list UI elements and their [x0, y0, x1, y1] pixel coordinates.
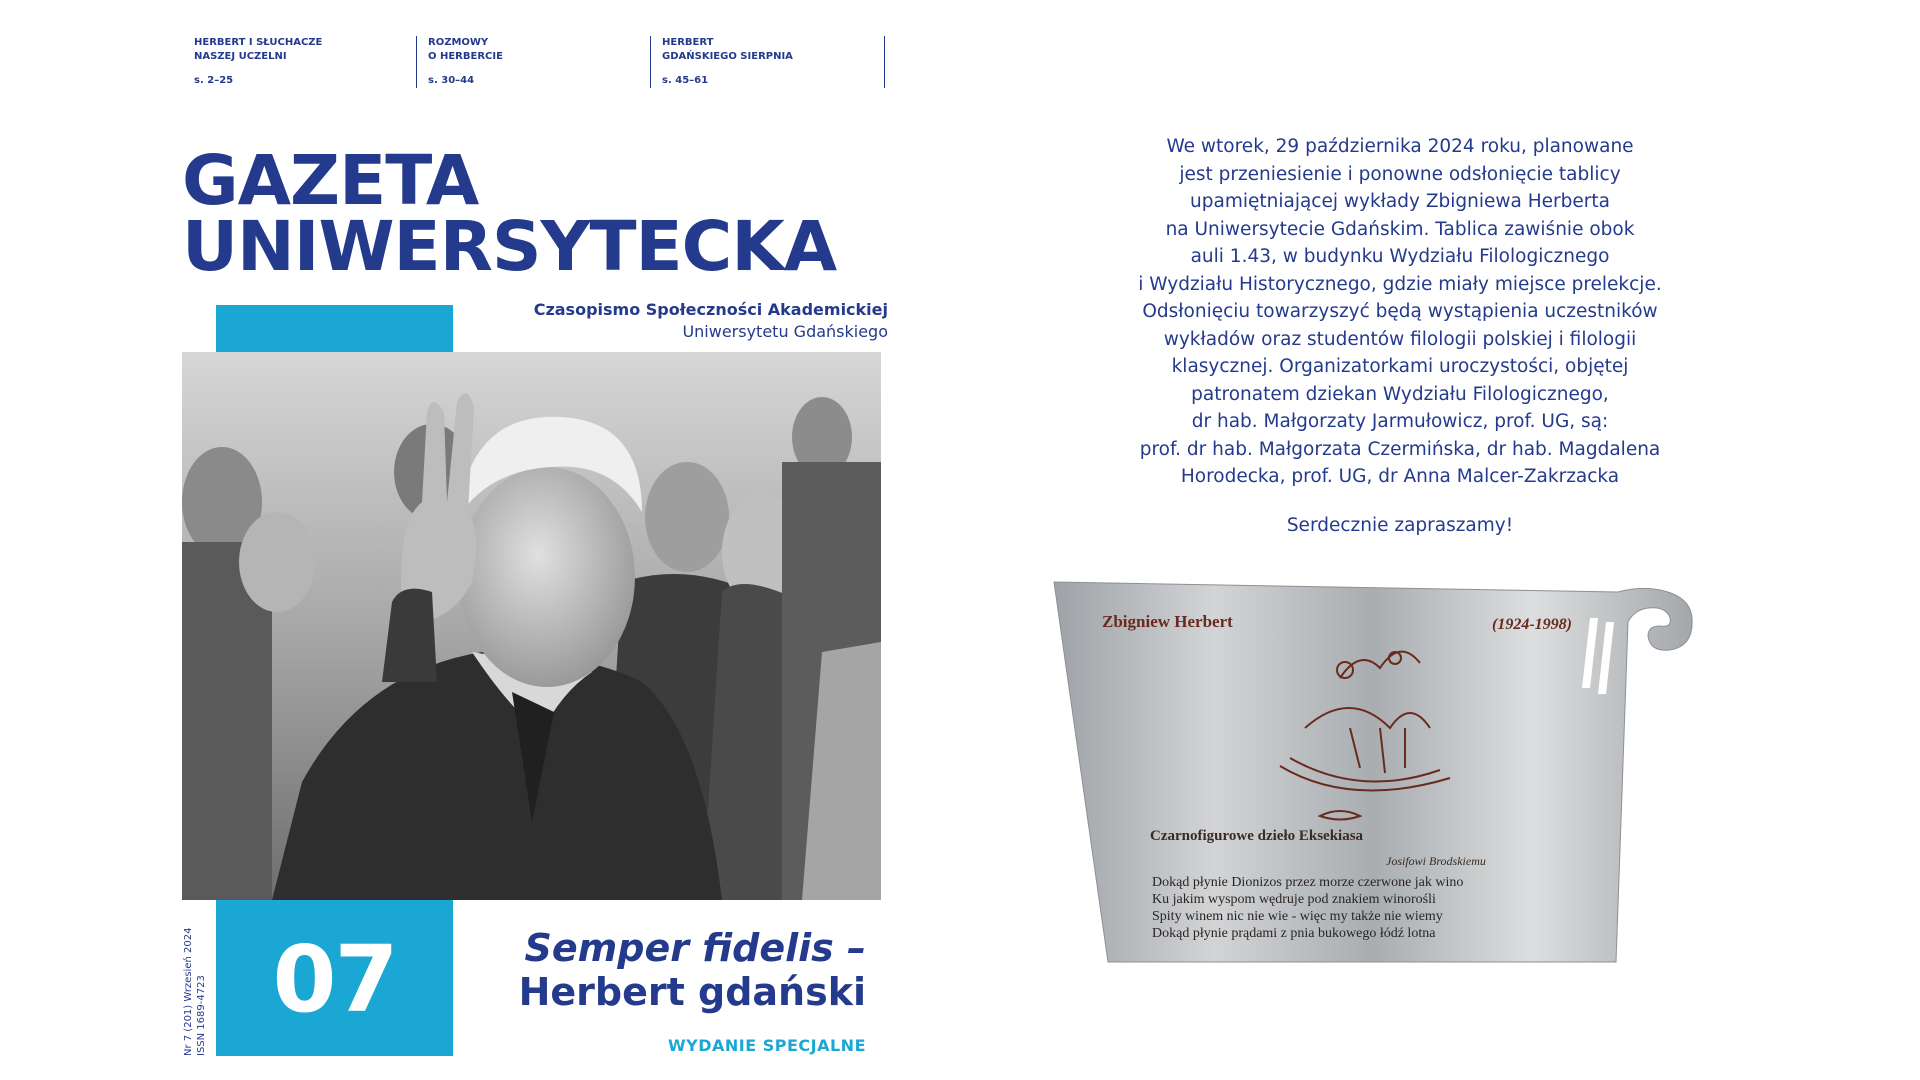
announcement-line: jest przeniesienie i ponowne odsłonięcie tablicy — [1179, 163, 1621, 185]
headline-line1: Semper fidelis – — [524, 926, 866, 970]
announcement-line: Horodecka, prof. UG, dr Anna Malcer-Zakrzacka — [1180, 466, 1620, 487]
plaque-dedication: Josifowi Brodskiemu — [1386, 854, 1486, 868]
plaque-poem-line: Spity winem nic nie wie - więc my także nie wiemy — [1152, 909, 1443, 924]
plaque-poem-title: Czarnofigurowe dzieło Eksekiasa — [1150, 828, 1364, 844]
announcement-line: klasycznej. Organizatorkami uroczystości, objętej — [1171, 356, 1629, 377]
announcement-line: na Uniwersytecie Gdańskim. Tablica zawiśnie obok — [1165, 218, 1635, 240]
accent-bar-top — [216, 305, 453, 352]
toc-title-line2: NASZEJ UCZELNI — [194, 51, 287, 62]
toc-item-1[interactable] — [184, 36, 417, 88]
toc-pages: s. 2–25 — [194, 75, 234, 86]
masthead-title-line2: UNIWERSYTECKA — [182, 207, 837, 287]
toc-pages: s. 45–61 — [662, 75, 709, 86]
masthead-subtitle-bold: Czasopismo Społeczności Akademickiej — [533, 300, 888, 319]
plaque-name: Zbigniew Herbert — [1102, 612, 1233, 631]
issue-meta — [182, 928, 208, 1056]
memorial-plaque — [1050, 578, 1730, 968]
announcement-line: patronatem dziekan Wydziału Filologicznego, — [1191, 383, 1609, 405]
announcement-text — [1060, 133, 1740, 491]
toc-title-line1: ROZMOWY — [428, 37, 489, 48]
toc-title-line2: GDAŃSKIEGO SIERPNIA — [662, 51, 793, 62]
masthead-subtitle-regular: Uniwersytetu Gdańskiego — [682, 322, 888, 341]
issue-number-block — [216, 900, 453, 1056]
edition-label: WYDANIE SPECJALNE — [667, 1036, 866, 1055]
plaque-years: (1924-1998) — [1492, 616, 1572, 633]
toc-item-2[interactable] — [418, 36, 651, 88]
plaque-poem-line: Dokąd płynie Dionizos przez morze czerwone jak wino — [1152, 875, 1464, 890]
announcement-line: wykładów oraz studentów filologii polskiej i filologii — [1163, 328, 1637, 350]
plaque-poem — [1152, 874, 1463, 942]
invitation-text: Serdecznie zapraszamy! — [1286, 515, 1514, 536]
announcement-line: i Wydziału Historycznego, gdzie miały miejsce prelekcje. — [1138, 273, 1662, 295]
headline-line2: Herbert gdański — [518, 970, 866, 1014]
cover-photo — [182, 352, 881, 900]
toc-title-line1: HERBERT — [662, 37, 714, 48]
announcement-line: dr hab. Małgorzaty Jarmułowicz, prof. UG, są: — [1191, 411, 1609, 432]
announcement-line: We wtorek, 29 października 2024 roku, planowane — [1166, 136, 1634, 157]
issue-number: 07 — [272, 926, 397, 1033]
announcement-line: auli 1.43, w budynku Wydziału Filologicznego — [1190, 246, 1610, 267]
plaque-poem-line: Dokąd płynie prądami z pnia bukowego łódź lotna — [1152, 926, 1436, 941]
plaque-poem-line: Ku jakim wyspom wędruje pod znakiem winorośli — [1152, 892, 1436, 907]
toc-pages: s. 30–44 — [428, 75, 475, 86]
announcement-line: Odsłonięciu towarzyszyć będą wystąpienia uczestników — [1142, 301, 1658, 322]
toc-title-line2: O HERBERCIE — [428, 51, 503, 62]
issue-meta-line2: ISSN 1689-4723 — [196, 975, 207, 1056]
toc-title-line1: HERBERT I SŁUCHACZE — [194, 37, 323, 48]
announcement-line: upamiętniającej wykłady Zbigniewa Herberta — [1190, 191, 1610, 212]
toc-item-3[interactable] — [652, 36, 885, 88]
issue-meta-line1: Nr 7 (201) Wrzesień 2024 — [183, 927, 194, 1056]
announcement-line: prof. dr hab. Małgorzata Czermińska, dr hab. Magdalena — [1139, 438, 1661, 460]
masthead-title-line1: GAZETA — [182, 141, 479, 221]
